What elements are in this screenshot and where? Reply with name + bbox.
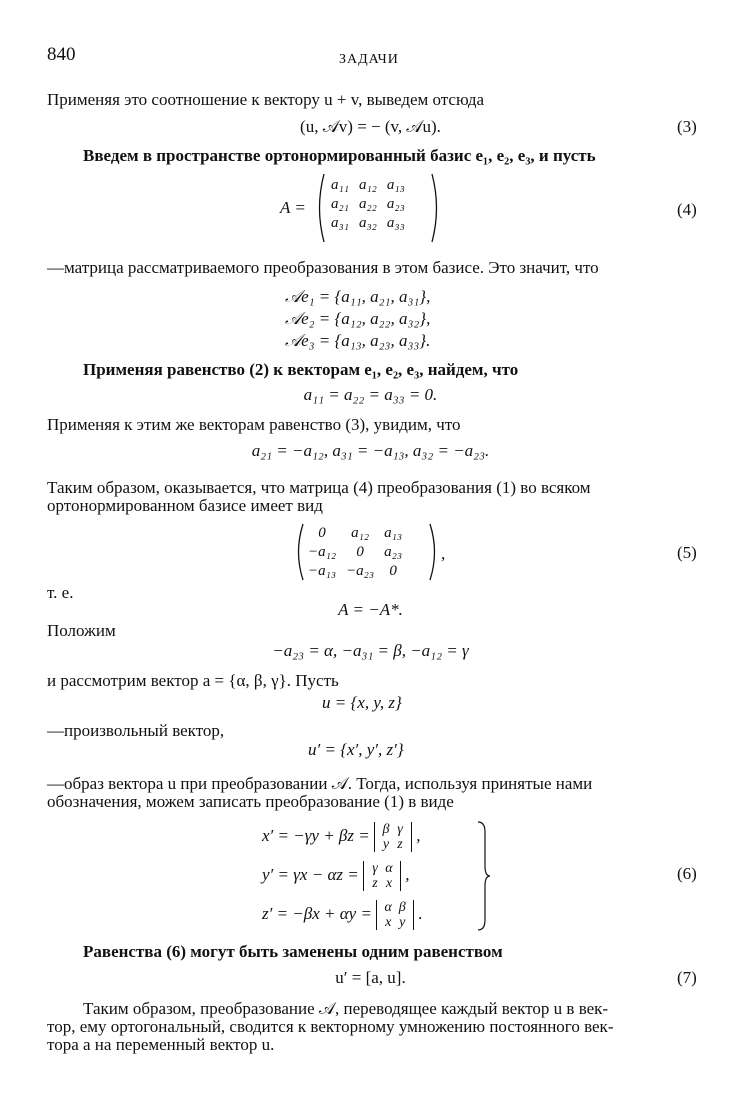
equation-3-number: (3)	[677, 117, 697, 136]
matrix-cell: a₃₁	[331, 215, 349, 231]
matrix-cell: a₂₁	[331, 196, 349, 212]
text-line-5: Применяя к этим же векторам равенство (3), увидим, что	[47, 415, 461, 434]
text-line-17: тора a на переменный вектор u.	[47, 1035, 275, 1054]
left-paren	[314, 172, 326, 244]
equation-4-number: (4)	[677, 200, 697, 219]
page-number: 840	[47, 44, 76, 65]
matrix-cell: a₃₂	[358, 215, 377, 231]
det-cell: z	[397, 837, 403, 852]
matrix-cell: −a₁₃	[308, 563, 337, 579]
matrix-4-table	[326, 176, 410, 233]
text-line-12: —образ вектора u при преобразовании 𝒜. Тогда, используя принятые нами	[47, 774, 593, 793]
matrix-cell: 0	[356, 544, 364, 560]
det-cell: α	[385, 861, 393, 876]
text-line-7: ортонормированном базисе имеет вид	[47, 496, 323, 515]
det-cell: y	[399, 915, 406, 930]
equation-6-x	[262, 822, 420, 852]
text-line-16: тор, ему ортогональный, сводится к векторному умножению постоянного век-	[47, 1017, 614, 1036]
eq6-z-lhs: z′ = −βx + αy =	[262, 903, 372, 923]
text-line-11: —произвольный вектор,	[47, 721, 225, 740]
equation-7-number: (7)	[677, 968, 697, 987]
matrix-cell: a₂₂	[358, 196, 377, 212]
equation-u-prime: u′ = {x′, y′, z′}	[308, 740, 404, 759]
equation-5-number: (5)	[677, 543, 697, 562]
ae1: 𝒜e₁ = {a₁₁, a₂₁, a₃₁},	[285, 287, 431, 306]
text-line-15: Таким образом, преобразование 𝒜, переводящее каждый вектор u в век-	[83, 999, 609, 1018]
matrix-cell: 0	[389, 563, 397, 579]
text-line-4: Применяя равенство (2) к векторам e₁, e₂, e₃, найдем, что	[83, 360, 519, 379]
text-line-14: Равенства (6) могут быть заменены одним равенством	[83, 942, 503, 961]
matrix-cell: a₁₂	[351, 525, 370, 541]
ae3: 𝒜e₃ = {a₁₃, a₂₃, a₃₃}.	[285, 331, 431, 350]
equation-6-y	[262, 861, 409, 891]
determinant-y	[363, 861, 401, 891]
equation-u: u = {x, y, z}	[322, 693, 402, 712]
matrix-5-table	[303, 524, 407, 581]
equation-7: u′ = [a, u].	[335, 968, 406, 987]
det-cell: γ	[397, 822, 403, 837]
equation-6-z	[262, 900, 423, 930]
text-line-1: Применяя это соотношение к вектору u + v, выведем отсюда	[47, 90, 485, 109]
ae2: 𝒜e₂ = {a₁₂, a₂₂, a₃₂},	[285, 309, 431, 328]
det-cell: β	[398, 900, 406, 915]
text-line-10: и рассмотрим вектор a = {α, β, γ}. Пусть	[47, 671, 339, 690]
right-brace	[476, 820, 492, 932]
det-cell: y	[382, 837, 390, 852]
eq6-x-lhs: x′ = −γy + βz =	[262, 825, 370, 845]
eq6-x-end: ,	[416, 825, 421, 845]
equation-6-number: (6)	[677, 864, 697, 883]
equation-3: (u, 𝒜v) = − (v, 𝒜u).	[300, 117, 441, 136]
determinant-z	[376, 900, 414, 930]
det-cell: x	[385, 876, 393, 891]
equation-greek: −a₂₃ = α, −a₃₁ = β, −a₁₂ = γ	[272, 641, 469, 660]
eq6-z-end: .	[418, 903, 423, 923]
equation-skew: A = −A*.	[338, 600, 403, 619]
matrix-4-lhs: A =	[280, 198, 306, 217]
matrix-cell: a₂₃	[386, 196, 405, 212]
equation-antisymmetric: a₂₁ = −a₁₂, a₃₁ = −a₁₃, a₃₂ = −a₂₃.	[251, 441, 490, 460]
det-cell: γ	[372, 861, 378, 876]
matrix-cell: −a₂₃	[346, 563, 375, 579]
text-line-13: обозначения, можем записать преобразование (1) в виде	[47, 792, 454, 811]
matrix-cell: a₁₃	[386, 177, 405, 193]
eq6-y-lhs: y′ = γx − αz =	[262, 864, 359, 884]
equation-diagonal: a₁₁ = a₂₂ = a₃₃ = 0.	[303, 385, 438, 404]
text-line-2: Введем в пространстве ортонормированный базис e₁, e₂, e₃, и пусть	[83, 146, 596, 165]
determinant-x	[374, 822, 412, 852]
eq6-y-end: ,	[405, 864, 410, 884]
matrix-cell: a₃₃	[386, 215, 405, 231]
det-cell: α	[384, 900, 392, 915]
det-cell: β	[382, 822, 390, 837]
matrix-5-comma: ,	[441, 544, 446, 563]
text-line-6: Таким образом, оказывается, что матрица (4) преобразования (1) во всяком	[47, 478, 591, 497]
matrix-cell: 0	[318, 525, 326, 541]
text-line-8: т. е.	[47, 583, 74, 602]
matrix-cell: −a₁₂	[308, 544, 337, 560]
matrix-cell: a₂₃	[384, 544, 403, 560]
det-cell: x	[385, 915, 392, 930]
text-line-9: Положим	[47, 621, 116, 640]
matrix-cell: a₁₂	[358, 177, 377, 193]
right-paren	[428, 522, 440, 582]
det-cell: z	[372, 876, 378, 891]
running-title: ЗАДАЧИ	[339, 52, 399, 67]
text-line-3: —матрица рассматриваемого преобразования в этом базисе. Это значит, что	[47, 258, 599, 277]
matrix-cell: a₁₁	[331, 177, 349, 193]
matrix-cell: a₁₃	[384, 525, 403, 541]
right-paren	[430, 172, 442, 244]
